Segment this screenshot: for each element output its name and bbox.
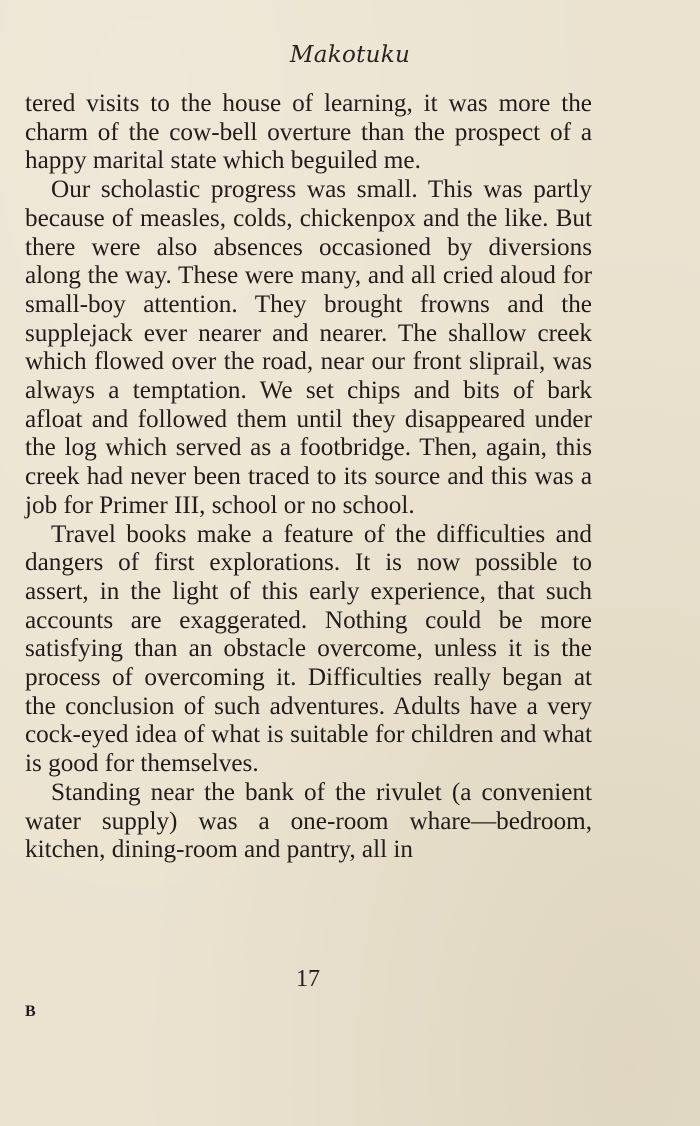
page-number: 17 [296, 966, 320, 992]
paragraph-3: Travel books make a feature of the difficulties and dangers of first explorations. It is now possible to assert, in the light of this early experience, that such accounts are exaggerated. Nothing could be more satisfying than an obstacle overcome, unless it is the process of overcoming it. Difficulties really began at the conclusion of such adventures. Adults have a very cock-eyed idea of what is suitable for children and what is good for themselves. [25, 520, 592, 778]
signature-mark: B [25, 1003, 36, 1020]
paragraph-4: Standing near the bank of the rivulet (a convenient water supply) was a one-room whare—bedroom, kitchen, dining-room and pantry, all in [25, 778, 592, 864]
running-head: Makotuku [289, 42, 411, 68]
paragraph-2: Our scholastic progress was small. This was partly because of measles, colds, chickenpox and the like. But there were also absences occasioned by diversions along the way. These were many, and all cried aloud for small-boy attention. They brought frowns and the supplejack ever nearer and nearer. The shallow creek which flowed over the road, near our front sliprail, was always a temptation. We set chips and bits of bark afloat and followed them until they disappeared under the log which served as a footbridge. Then, again, this creek had never been traced to its source and this was a job for Primer III, school or no school. [25, 176, 592, 519]
body-text [25, 90, 592, 865]
paragraph-1: tered visits to the house of learning, it was more the charm of the cow-bell overture than the prospect of a happy marital state which beguiled me. [25, 90, 592, 175]
